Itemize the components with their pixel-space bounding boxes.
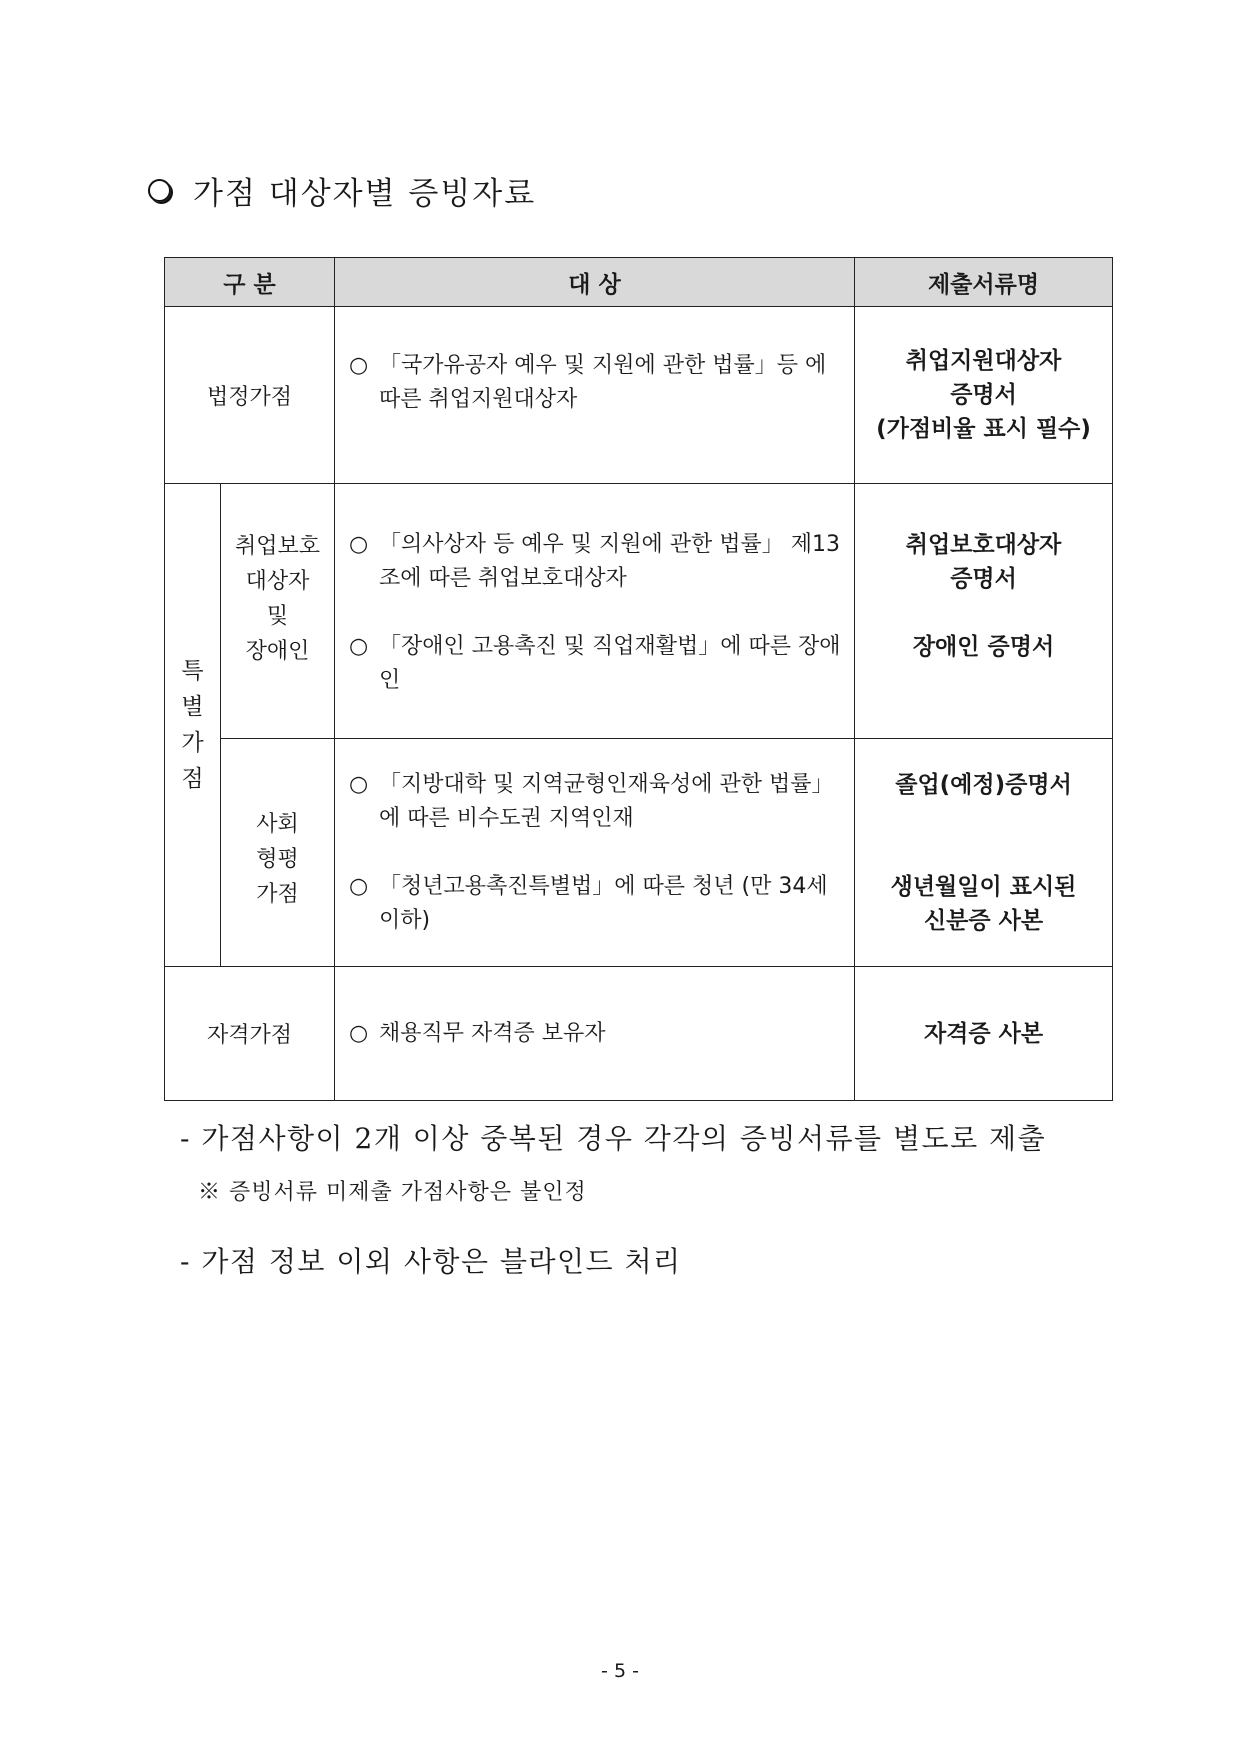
doc-line: 졸업(예정)증명서 xyxy=(895,771,1072,798)
circle-bullet: ○ xyxy=(349,873,369,899)
header-document: 제출서류명 xyxy=(855,258,1113,307)
target-text: 채용직무 자격증 보유자 xyxy=(379,1020,606,1046)
subcategory-protection xyxy=(221,484,335,739)
doc-social xyxy=(855,739,1113,967)
category-special xyxy=(165,484,221,967)
subcategory-line: 대상자 xyxy=(245,569,310,594)
target-text: 「장애인 고용촉진 및 직업재활법」에 따른 장애인 xyxy=(379,634,841,693)
doc-protection xyxy=(855,484,1113,739)
circle-bullet: ○ xyxy=(349,353,369,378)
doc-line: 취업보호대상자 xyxy=(905,532,1062,558)
target-legal xyxy=(335,307,855,484)
table-row xyxy=(165,484,1113,739)
note-duplicate: - 가점사항이 2개 이상 중복된 경우 각각의 증빙서류를 별도로 제출 xyxy=(180,1122,1047,1155)
subcategory-line: 장애인 xyxy=(245,639,310,664)
doc-line: 생년월일이 표시된 xyxy=(890,873,1077,900)
target-text: 「국가유공자 예우 및 지원에 관한 법률」등 에 따른 취업지원대상자 xyxy=(379,353,827,412)
subcategory-line: 가점 xyxy=(256,882,299,907)
target-text: 「지방대학 및 지역균형인재육성에 관한 법률」에 따른 비수도권 지역인재 xyxy=(379,771,834,831)
circle-bullet: ○ xyxy=(349,1020,369,1046)
circle-bullet: ○ xyxy=(349,634,369,659)
page-number: - 5 - xyxy=(601,1660,639,1682)
header-target: 대 상 xyxy=(335,258,855,307)
category-char: 특 xyxy=(181,658,204,684)
subcategory-line: 형평 xyxy=(256,847,299,872)
category-char: 가 xyxy=(181,730,204,756)
category-qualification: 자격가점 xyxy=(165,967,335,1101)
table-row xyxy=(165,739,1113,967)
doc-line: 취업지원대상자 xyxy=(905,348,1062,374)
header-category: 구 분 xyxy=(165,258,335,307)
target-social xyxy=(335,739,855,967)
table-row xyxy=(165,307,1113,484)
evidence-table xyxy=(164,257,1113,1101)
doc-line: 장애인 증명서 xyxy=(912,634,1055,660)
section-heading-text: 가점 대상자별 증빙자료 xyxy=(193,176,537,212)
target-protection xyxy=(335,484,855,739)
category-char: 점 xyxy=(181,766,204,792)
target-text: 「청년고용촉진특별법」에 따른 청년 (만 34세 이하) xyxy=(379,873,828,933)
table-row xyxy=(165,967,1113,1101)
target-text: 「의사상자 등 예우 및 지원에 관한 법률」 제13조에 따른 취업보호대상자 xyxy=(379,532,840,591)
note-missing: ※ 증빙서류 미제출 가점사항은 불인정 xyxy=(198,1180,587,1205)
subcategory-line: 사회 xyxy=(256,812,299,837)
circle-bullet-icon xyxy=(148,179,171,202)
subcategory-line: 및 xyxy=(266,604,289,629)
doc-line: 증명서 xyxy=(950,382,1017,408)
doc-line: (가점비율 표시 필수) xyxy=(876,416,1091,442)
subcategory-line: 취업보호 xyxy=(235,534,321,559)
doc-qualification: 자격증 사본 xyxy=(855,967,1113,1101)
circle-bullet: ○ xyxy=(349,532,369,557)
doc-line: 증명서 xyxy=(950,566,1017,592)
category-char: 별 xyxy=(181,694,204,720)
section-heading xyxy=(148,168,536,213)
table-header-row xyxy=(165,258,1113,307)
doc-legal xyxy=(855,307,1113,484)
note-blind: - 가점 정보 이외 사항은 블라인드 처리 xyxy=(180,1245,682,1278)
target-qualification xyxy=(335,967,855,1101)
subcategory-social xyxy=(221,739,335,967)
doc-line: 신분증 사본 xyxy=(923,907,1044,934)
category-legal: 법정가점 xyxy=(165,307,335,484)
circle-bullet: ○ xyxy=(349,771,369,797)
